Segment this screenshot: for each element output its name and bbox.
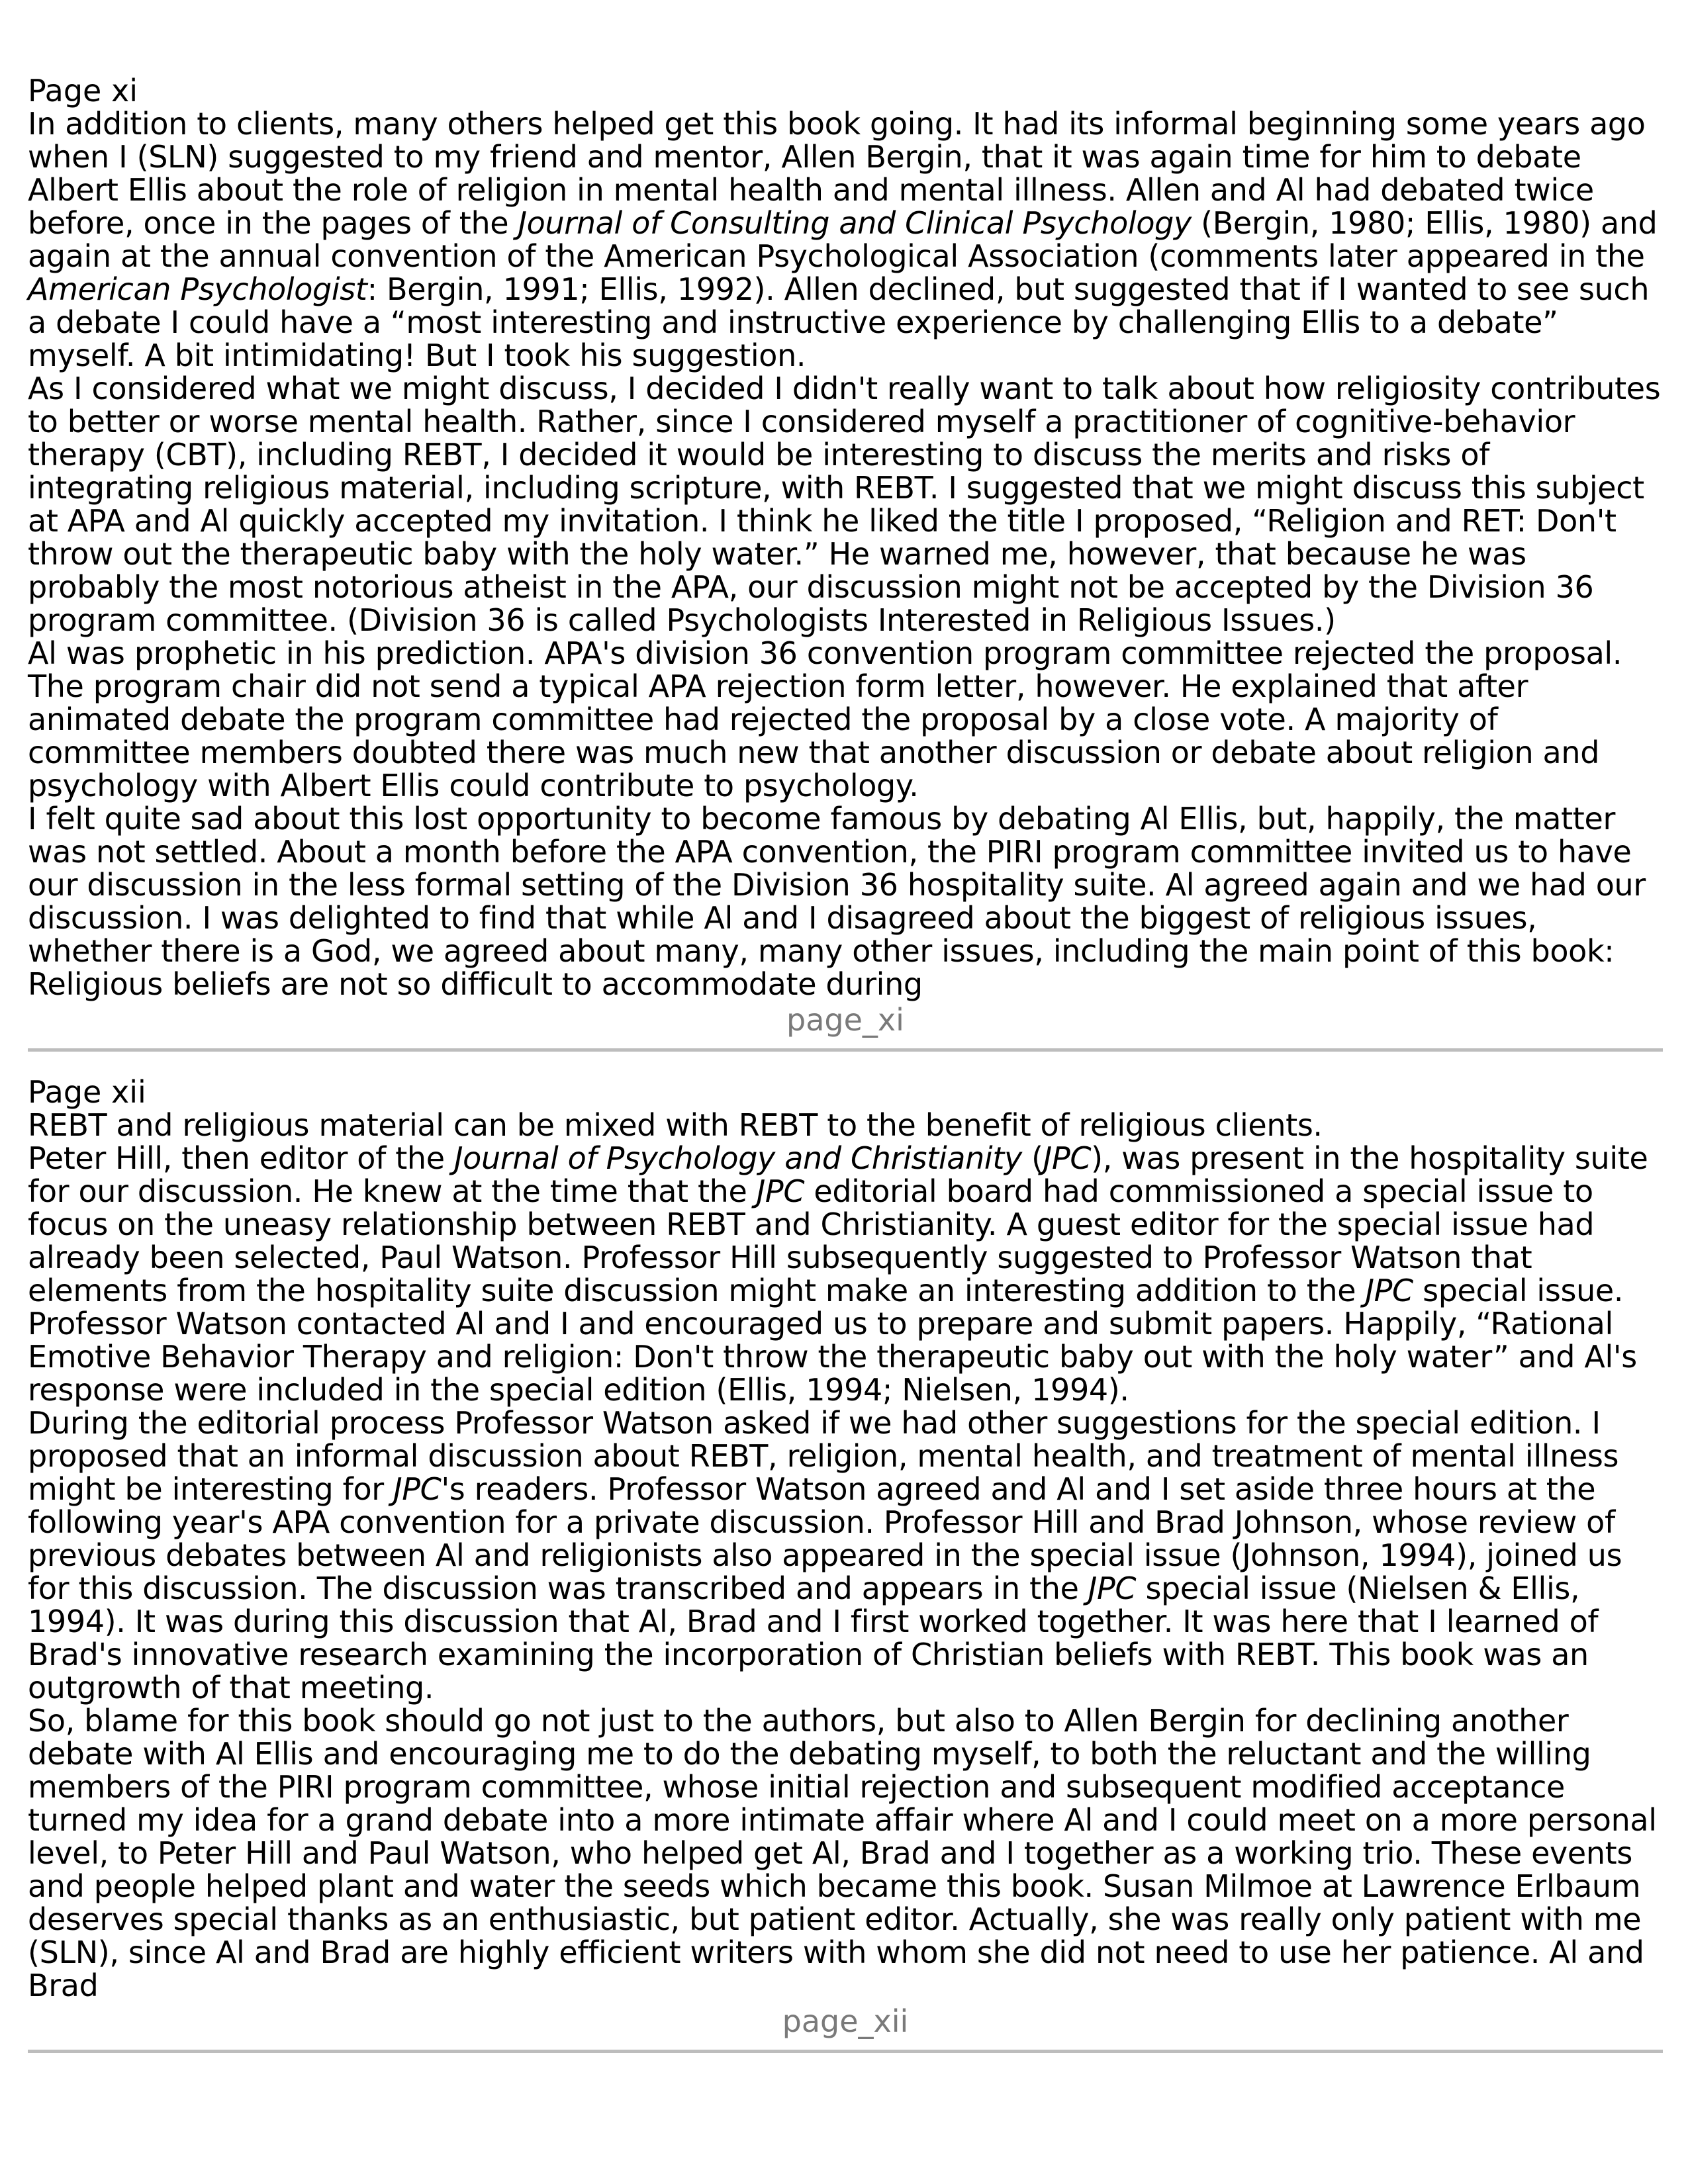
paragraph: As I considered what we might discuss, I decided I didn't really want to talk about how religiosity contributes to better or worse mental health. Rather, since I considered myself a practitioner of cognitive-behavior therapy (CBT), including REBT, I decided it would be interesting to discuss the merits and risks of integrating religious material, including scripture, with REBT. I suggested that we might discuss this subject at APA and Al quickly accepted my invitation. I think he liked the title I proposed, “Religion and RET: Don't throw out the therapeutic baby with the holy water.” He warned me, however, that because he was probably the most notorious atheist in the APA, our discussion might not be accepted by the Division 36 program committee. (Division 36 is called Psychologists Interested in Religious Issues.): [28, 371, 1661, 638]
page-xi: [28, 0, 1663, 1052]
paragraph: So, blame for this book should go not just to the authors, but also to Allen Bergin for declining another debate with Al Ellis and encouraging me to do the debating myself, to both the reluctant and the willing members of the PIRI program committee, whose initial rejection and subsequent modified acceptance turned my idea for a grand debate into a more intimate affair where Al and I could meet on a more personal level, to Peter Hill and Paul Watson, who helped get Al, Brad and I together as a working trio. These events and people helped plant and water the seeds which became this book. Susan Milmoe at Lawrence Erlbaum deserves special thanks as an enthusiastic, but patient editor. Actually, she was really only patient with me (SLN), since Al and Brad are highly efficient writers with whom she did not need to use her patience. Al and Brad: [28, 1703, 1657, 2003]
page-xii: [28, 1052, 1663, 2053]
paragraph: In addition to clients, many others helped get this book going. It had its informal beginning some years ago when I (SLN) suggested to my friend and mentor, Allen Bergin, that it was again time for him to debate Albert Ellis about the role of religion in mental health and mental illness. Allen and Al had debated twice before, once in the pages of the Journal of Consulting and Clinical Psychology (Bergin, 1980; Ellis, 1980) and again at the annual convention of the American Psychological Association (comments later appeared in the American Psychologist: Bergin, 1991; Ellis, 1992). Allen declined, but suggested that if I wanted to see such a debate I could have a “most interesting and instructive experience by challenging Ellis to a debate” myself. A bit intimidating! But I took his suggestion.: [28, 106, 1658, 373]
italic-title: American Psychologist: [28, 271, 367, 307]
paragraph: During the editorial process Professor Watson asked if we had other suggestions for the special edition. I proposed that an informal discussion about REBT, religion, mental health, and treatment of mental illness might be interesting for JPC's readers. Professor Watson agreed and Al and I set aside three hours at the following year's APA convention for a private discussion. Professor Hill and Brad Johnson, whose review of previous debates between Al and religionists also appeared in the special issue (Johnson, 1994), joined us for this discussion. The discussion was transcribed and appears in the JPC special issue (Nielsen & Ellis, 1994). It was during this discussion that Al, Brad and I first worked together. It was here that I learned of Brad's innovative research examining the incorporation of Christian beliefs with REBT. This book was an outgrowth of that meeting.: [28, 1405, 1622, 1706]
italic-title: JPC: [393, 1471, 442, 1507]
italic-title: JPC: [1365, 1273, 1413, 1308]
page-number-footer: page_xi: [786, 1002, 904, 1038]
paragraph: Peter Hill, then editor of the Journal of Psychology and Christianity (JPC), was present in the hospitality suite for our discussion. He knew at the time that the JPC editorial board had commissioned a special issue to focus on the uneasy relationship between REBT and Christianity. A guest editor for the special issue had already been selected, Paul Watson. Professor Hill subsequently suggested to Professor Watson that elements from the hospitality suite discussion might make an interesting addition to the JPC special issue. Professor Watson contacted Al and I and encouraged us to prepare and submit papers. Happily, “Rational Emotive Behavior Therapy and religion: Don't throw the therapeutic baby out with the holy water” and Al's response were included in the special edition (Ellis, 1994; Nielsen, 1994).: [28, 1140, 1648, 1408]
italic-title: Journal of Consulting and Clinical Psychology: [518, 205, 1192, 241]
italic-title: Journal of Psychology and Christianity: [453, 1140, 1022, 1176]
italic-title: JPC: [1043, 1140, 1092, 1176]
paragraph: I felt quite sad about this lost opportunity to become famous by debating Al Ellis, but, happily, the matter was not settled. About a month before the APA convention, the PIRI program committee invited us to have our discussion in the less formal setting of the Division 36 hospitality suite. Al agreed again and we had our discussion. I was delighted to find that while Al and I disagreed about the biggest of religious issues, whether there is a God, we agreed about many, many other issues, including the main point of this book: Religious beliefs are not so difficult to accommodate during: [28, 801, 1646, 1002]
paragraph: Al was prophetic in his prediction. APA's division 36 convention program committee rejected the proposal. The program chair did not send a typical APA rejection form letter, however. He explained that after animated debate the program committee had rejected the proposal by a close vote. A majority of committee members doubted there was much new that another discussion or debate about religion and psychology with Albert Ellis could contribute to psychology.: [28, 635, 1622, 803]
italic-title: JPC: [1088, 1570, 1137, 1606]
page-divider: [28, 2050, 1663, 2053]
paragraph: REBT and religious material can be mixed with REBT to the benefit of religious clients.: [28, 1107, 1323, 1143]
page-label: Page xi: [28, 73, 138, 109]
page-number-footer: page_xii: [782, 2003, 909, 2039]
italic-title: JPC: [756, 1173, 805, 1209]
page-label: Page xii: [28, 1074, 146, 1110]
